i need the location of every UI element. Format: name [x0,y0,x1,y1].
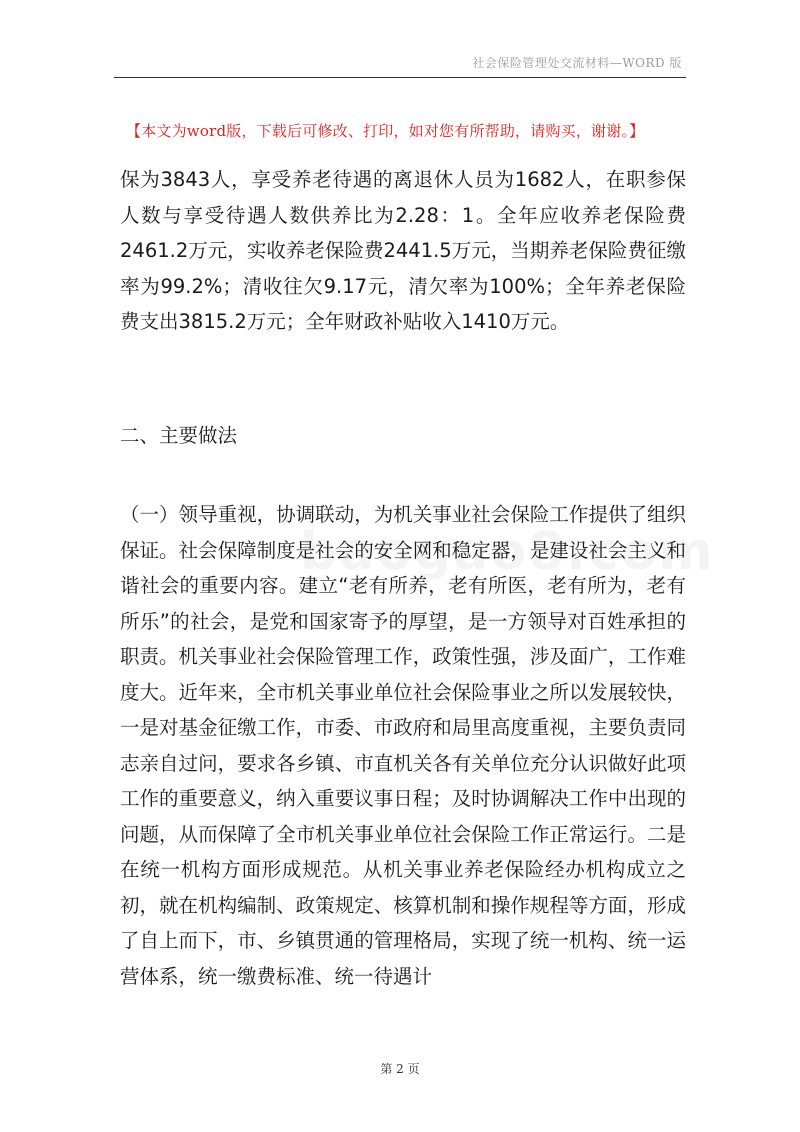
paragraph-statistics: 保为3843人，享受养老待遇的离退休人员为1682人，在职参保人数与享受待遇人数供养比为2.28：1。全年应收养老保险费2461.2万元，实收养老保险费2441.5万元，当期养老保险费征缴率为99.2%；清收往欠9.17元，清欠率为100%；全年养老保险费支出3815.2万元；全年财政补贴收入1410万元。 [120,168,686,333]
download-notice: 【本文为word版，下载后可修改、打印，如对您有所帮助，请购买，谢谢。】 [126,122,645,140]
page-number: 第 2 页 [380,1062,420,1076]
paragraph-leadership: （一）领导重视，协调联动，为机关事业社会保险工作提供了组织保证。社会保障制度是社会的安全网和稳定器，是建设社会主义和谐社会的重要内容。建立“老有所养，老有所医，老有所为，老有所乐”的社会，是党和国家寄予的厚望，是一方领导对百姓承担的职责。机关事业社会保险管理工作，政策性强，涉及面广，工作难度大。近年来，全市机关事业单位社会保险事业之所以发展较快，一是对基金征缴工作，市委、市政府和局里高度重视，主要负责同志亲自过问，要求各乡镇、市直机关各有关单位充分认识做好此项工作的重要意义，纳入重要议事日程；及时协调解决工作中出现的问题，从而保障了全市机关事业单位社会保险工作正常运行。二是在统一机构方面形成规范。从机关事业养老保险经办机构成立之初，就在机构编制、政策规定、核算机制和操作规程等方面，形成了自上而下，市、乡镇贯通的管理格局，实现了统一机构、统一运营体系，统一缴费标准、统一待遇计 [120,503,686,988]
page-header-title: 社会保险管理处交流材料—WORD 版 [472,56,682,70]
header-divider [114,77,686,78]
section-heading: 二、主要做法 [120,424,238,447]
